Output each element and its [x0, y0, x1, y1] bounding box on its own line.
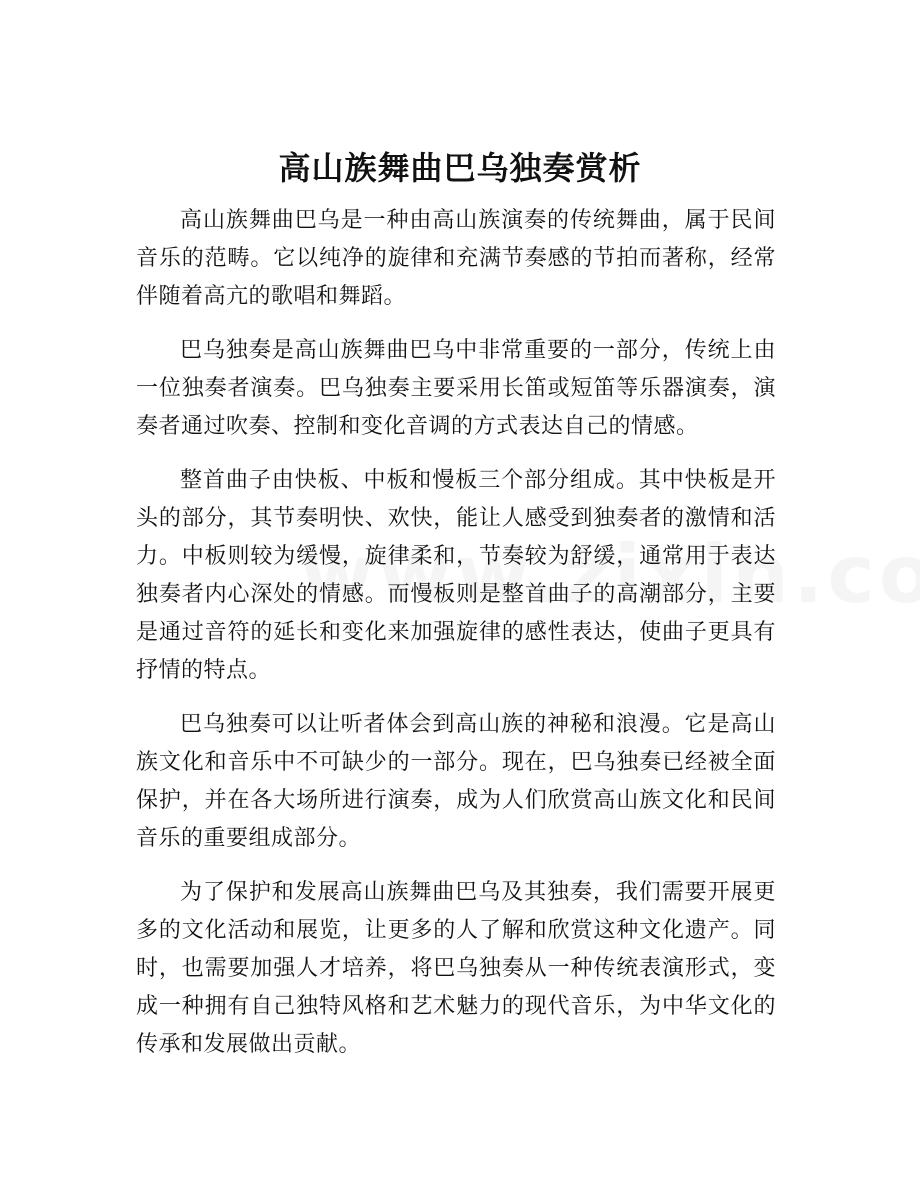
page-title: 高山族舞曲巴乌独奏赏析 — [278, 149, 642, 187]
paragraph-2: 巴乌独奏是高山族舞曲巴乌中非常重要的一部分，传统上由一位独奏者演奏。巴乌独奏主要采用长笛或短笛等乐器演奏，演奏者通过吹奏、控制和变化音调的方式表达自己的情感。 — [136, 338, 776, 439]
paragraph-5: 为了保护和发展高山族舞曲巴乌及其独奏，我们需要开展更多的文化活动和展览，让更多的人了解和欣赏这种文化遗产。同时，也需要加强人才培养，将巴乌独奏从一种传统表演形式，变成一种拥有自己独特风格和艺术魅力的现代音乐，为中华文化的传承和发展做出贡献。 — [136, 880, 776, 1057]
paragraph-3: 整首曲子由快板、中板和慢板三个部分组成。其中快板是开头的部分，其节奏明快、欢快，能让人感受到独奏者的激情和活力。中板则较为缓慢，旋律柔和，节奏较为舒缓，通常用于表达独奏者内心深处的情感。而慢板则是整首曲子的高潮部分，主要是通过音符的延长和变化来加强旋律的感性表达，使曲子更具有抒情的特点。 — [136, 468, 776, 683]
document-body — [136, 202, 776, 1080]
paragraph-1: 高山族舞曲巴乌是一种由高山族演奏的传统舞曲，属于民间音乐的范畴。它以纯净的旋律和充满节奏感的节拍而著称，经常伴随着高亢的歌唱和舞蹈。 — [136, 208, 776, 309]
paragraph-4: 巴乌独奏可以让听者体会到高山族的神秘和浪漫。它是高山族文化和音乐中不可缺少的一部分。现在，巴乌独奏已经被全面保护，并在各大场所进行演奏，成为人们欣赏高山族文化和民间音乐的重要组成部分。 — [136, 712, 776, 851]
